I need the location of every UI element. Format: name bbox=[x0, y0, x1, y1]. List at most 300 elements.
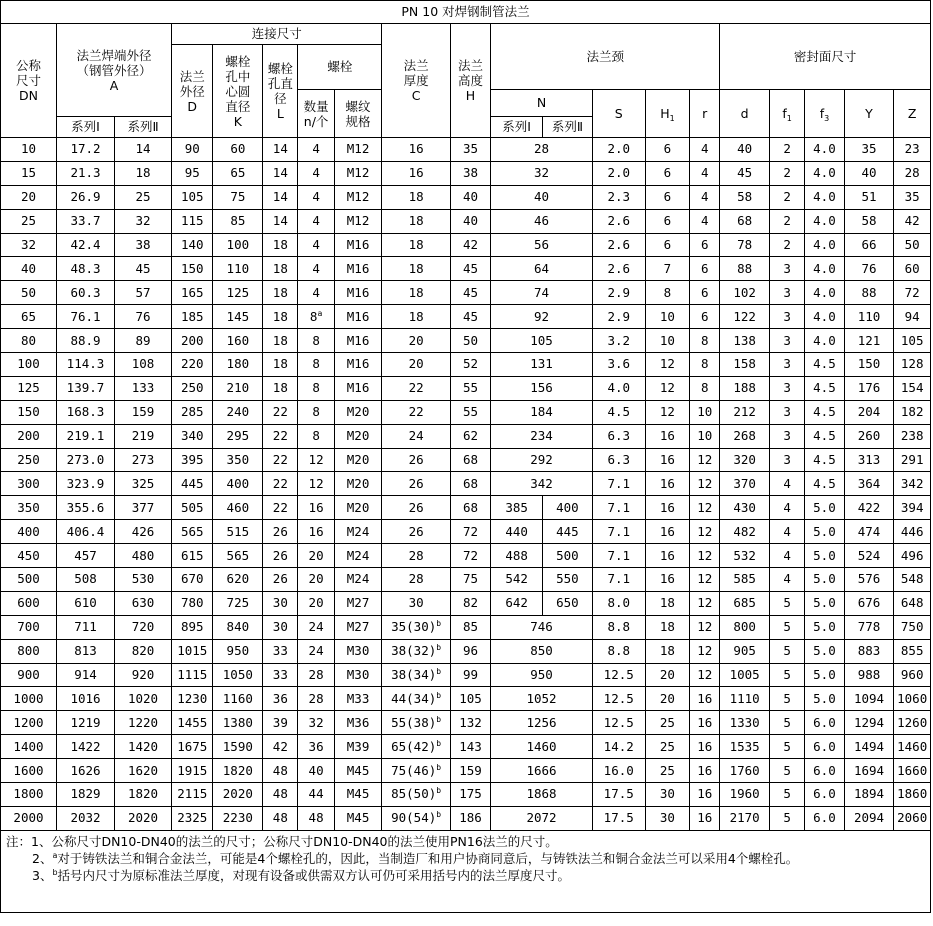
header-k: 螺栓 孔中 心圆 直径 K bbox=[213, 45, 263, 138]
header-qty: 数量 n/个 bbox=[298, 90, 334, 138]
cell-k: 840 bbox=[213, 615, 263, 639]
header-h1: $H_1$ bbox=[645, 90, 690, 138]
cell-a2: 45 bbox=[115, 257, 172, 281]
header-n-series1: 系列Ⅰ bbox=[491, 117, 543, 138]
cell-h: 186 bbox=[450, 806, 490, 830]
cell-d: 285 bbox=[172, 400, 213, 424]
cell-r: 16 bbox=[690, 735, 720, 759]
cell-a1: 508 bbox=[56, 568, 114, 592]
cell-z: 1860 bbox=[894, 783, 931, 807]
cell-f3: 6.0 bbox=[805, 783, 844, 807]
cell-n: 8 bbox=[298, 353, 334, 377]
cell-l: 48 bbox=[263, 783, 298, 807]
cell-dn: 400 bbox=[1, 520, 57, 544]
cell-r: 4 bbox=[690, 138, 720, 162]
cell-f3: 4.5 bbox=[805, 376, 844, 400]
cell-k: 125 bbox=[213, 281, 263, 305]
header-y: Y bbox=[844, 90, 894, 138]
cell-k: 2230 bbox=[213, 806, 263, 830]
cell-f1: 5 bbox=[770, 615, 805, 639]
cell-d: 250 bbox=[172, 376, 213, 400]
cell-d: 220 bbox=[172, 353, 213, 377]
cell-c: 26 bbox=[382, 448, 450, 472]
cell-n2: 500 bbox=[543, 544, 593, 568]
cell-f1: 5 bbox=[770, 759, 805, 783]
cell-s: 2.6 bbox=[592, 257, 645, 281]
note-1: 注：1、公称尺寸DN10-DN40的法兰的尺寸；公称尺寸DN10-DN40的法兰使用PN16法兰的尺寸。 bbox=[6, 833, 558, 849]
cell-n: 32 bbox=[491, 161, 593, 185]
cell-thread: M33 bbox=[334, 687, 382, 711]
cell-a1: 21.3 bbox=[56, 161, 114, 185]
cell-r: 12 bbox=[690, 472, 720, 496]
cell-a1: 406.4 bbox=[56, 520, 114, 544]
cell-f3: 5.0 bbox=[805, 496, 844, 520]
cell-y: 66 bbox=[844, 233, 894, 257]
cell-r: 6 bbox=[690, 233, 720, 257]
cell-h1: 12 bbox=[645, 353, 690, 377]
cell-d: 800 bbox=[720, 615, 770, 639]
cell-l: 14 bbox=[263, 185, 298, 209]
cell-d: 1005 bbox=[720, 663, 770, 687]
cell-dn: 40 bbox=[1, 257, 57, 281]
cell-a1: 76.1 bbox=[56, 305, 114, 329]
cell-k: 565 bbox=[213, 544, 263, 568]
cell-d: 115 bbox=[172, 209, 213, 233]
cell-k: 1380 bbox=[213, 711, 263, 735]
cell-n: 24 bbox=[298, 639, 334, 663]
cell-n1: 542 bbox=[491, 568, 543, 592]
cell-f1: 5 bbox=[770, 711, 805, 735]
cell-n: 48 bbox=[298, 806, 334, 830]
cell-h: 45 bbox=[450, 281, 490, 305]
header-h: 法兰 高度 H bbox=[450, 24, 490, 138]
cell-n: 28 bbox=[298, 687, 334, 711]
note-2: 2、$^a$对于铸铁法兰和铜合金法兰，可能是4个螺栓孔的，因此，当制造厂和用户协商同意后，与铸铁法兰和铜合金法兰可以采用4个螺栓孔。 bbox=[32, 850, 799, 866]
cell-f3: 4.0 bbox=[805, 209, 844, 233]
cell-a1: 2032 bbox=[56, 806, 114, 830]
cell-s: 14.2 bbox=[592, 735, 645, 759]
cell-d: 615 bbox=[172, 544, 213, 568]
cell-n: 156 bbox=[491, 376, 593, 400]
cell-n: 234 bbox=[491, 424, 593, 448]
cell-n: 28 bbox=[491, 138, 593, 162]
header-dn: 公称 尺寸 DN bbox=[1, 24, 57, 138]
cell-f3: 4.0 bbox=[805, 233, 844, 257]
cell-z: 28 bbox=[894, 161, 931, 185]
cell-h: 72 bbox=[450, 544, 490, 568]
table-row bbox=[1, 759, 931, 783]
cell-h: 143 bbox=[450, 735, 490, 759]
cell-f3: 5.0 bbox=[805, 520, 844, 544]
cell-d: 185 bbox=[172, 305, 213, 329]
cell-a2: 920 bbox=[115, 663, 172, 687]
cell-n1: 642 bbox=[491, 591, 543, 615]
cell-s: 17.5 bbox=[592, 806, 645, 830]
cell-c: 18 bbox=[382, 185, 450, 209]
cell-a2: 1620 bbox=[115, 759, 172, 783]
cell-f1: 4 bbox=[770, 520, 805, 544]
cell-thread: M45 bbox=[334, 806, 382, 830]
cell-thread: M20 bbox=[334, 400, 382, 424]
cell-y: 524 bbox=[844, 544, 894, 568]
table-row bbox=[1, 639, 931, 663]
cell-a1: 42.4 bbox=[56, 233, 114, 257]
cell-d: 2325 bbox=[172, 806, 213, 830]
cell-c: $90(54)^b$ bbox=[382, 806, 450, 830]
cell-h1: 16 bbox=[645, 424, 690, 448]
cell-h1: 16 bbox=[645, 496, 690, 520]
cell-h1: 6 bbox=[645, 161, 690, 185]
cell-d: 150 bbox=[172, 257, 213, 281]
cell-n2: 445 bbox=[543, 520, 593, 544]
cell-s: 4.5 bbox=[592, 400, 645, 424]
cell-f1: 3 bbox=[770, 353, 805, 377]
cell-f3: 6.0 bbox=[805, 759, 844, 783]
cell-n: 20 bbox=[298, 568, 334, 592]
cell-s: 2.0 bbox=[592, 138, 645, 162]
cell-thread: M24 bbox=[334, 568, 382, 592]
cell-n: 4 bbox=[298, 161, 334, 185]
cell-h: 40 bbox=[450, 209, 490, 233]
cell-s: 2.6 bbox=[592, 209, 645, 233]
cell-c: 16 bbox=[382, 161, 450, 185]
cell-c: 30 bbox=[382, 591, 450, 615]
cell-h: 52 bbox=[450, 353, 490, 377]
cell-a1: 33.7 bbox=[56, 209, 114, 233]
cell-z: 182 bbox=[894, 400, 931, 424]
cell-n: 44 bbox=[298, 783, 334, 807]
cell-n1: 488 bbox=[491, 544, 543, 568]
cell-dn: 800 bbox=[1, 639, 57, 663]
cell-n: 4 bbox=[298, 185, 334, 209]
cell-r: 12 bbox=[690, 663, 720, 687]
cell-s: 6.3 bbox=[592, 424, 645, 448]
table-row bbox=[1, 305, 931, 329]
cell-r: 12 bbox=[690, 520, 720, 544]
cell-thread: M39 bbox=[334, 735, 382, 759]
cell-h: 62 bbox=[450, 424, 490, 448]
cell-l: 18 bbox=[263, 376, 298, 400]
cell-c: 28 bbox=[382, 568, 450, 592]
cell-r: 12 bbox=[690, 639, 720, 663]
cell-s: 7.1 bbox=[592, 568, 645, 592]
cell-f1: 3 bbox=[770, 448, 805, 472]
cell-r: 4 bbox=[690, 209, 720, 233]
cell-f3: 6.0 bbox=[805, 806, 844, 830]
cell-l: 30 bbox=[263, 591, 298, 615]
cell-thread: M45 bbox=[334, 783, 382, 807]
cell-f1: 3 bbox=[770, 305, 805, 329]
cell-h: 45 bbox=[450, 305, 490, 329]
table-row bbox=[1, 615, 931, 639]
cell-z: 1660 bbox=[894, 759, 931, 783]
cell-k: 100 bbox=[213, 233, 263, 257]
cell-d: 1330 bbox=[720, 711, 770, 735]
cell-a1: 273.0 bbox=[56, 448, 114, 472]
header-f1: $f_1$ bbox=[770, 90, 805, 138]
cell-d: 1115 bbox=[172, 663, 213, 687]
cell-r: 12 bbox=[690, 448, 720, 472]
cell-n: 8 bbox=[298, 329, 334, 353]
cell-z: 496 bbox=[894, 544, 931, 568]
cell-z: 446 bbox=[894, 520, 931, 544]
cell-d: 780 bbox=[172, 591, 213, 615]
cell-c: 20 bbox=[382, 329, 450, 353]
cell-s: 2.3 bbox=[592, 185, 645, 209]
cell-f3: 6.0 bbox=[805, 711, 844, 735]
cell-y: 260 bbox=[844, 424, 894, 448]
cell-d: 140 bbox=[172, 233, 213, 257]
cell-z: 1460 bbox=[894, 735, 931, 759]
cell-f3: 4.5 bbox=[805, 353, 844, 377]
cell-z: 855 bbox=[894, 639, 931, 663]
cell-c: 18 bbox=[382, 257, 450, 281]
cell-c: 18 bbox=[382, 281, 450, 305]
cell-f3: 4.5 bbox=[805, 472, 844, 496]
cell-d: 565 bbox=[172, 520, 213, 544]
cell-f1: 4 bbox=[770, 568, 805, 592]
cell-f3: 4.0 bbox=[805, 329, 844, 353]
cell-d: 58 bbox=[720, 185, 770, 209]
cell-n2: 650 bbox=[543, 591, 593, 615]
cell-a1: 168.3 bbox=[56, 400, 114, 424]
cell-d: 45 bbox=[720, 161, 770, 185]
cell-l: 14 bbox=[263, 161, 298, 185]
cell-n: 1666 bbox=[491, 759, 593, 783]
cell-l: 18 bbox=[263, 233, 298, 257]
header-s: S bbox=[592, 90, 645, 138]
cell-s: 4.0 bbox=[592, 376, 645, 400]
cell-h1: 6 bbox=[645, 209, 690, 233]
cell-thread: M16 bbox=[334, 305, 382, 329]
cell-r: 4 bbox=[690, 185, 720, 209]
cell-r: 12 bbox=[690, 591, 720, 615]
cell-dn: 32 bbox=[1, 233, 57, 257]
header-thread: 螺纹 规格 bbox=[334, 90, 382, 138]
cell-h: 85 bbox=[450, 615, 490, 639]
cell-d: 268 bbox=[720, 424, 770, 448]
cell-c: $55(38)^b$ bbox=[382, 711, 450, 735]
cell-c: 22 bbox=[382, 376, 450, 400]
cell-n: 40 bbox=[298, 759, 334, 783]
cell-n: 46 bbox=[491, 209, 593, 233]
header-r: r bbox=[690, 90, 720, 138]
cell-y: 364 bbox=[844, 472, 894, 496]
cell-f1: 5 bbox=[770, 735, 805, 759]
cell-y: 1294 bbox=[844, 711, 894, 735]
cell-dn: 600 bbox=[1, 591, 57, 615]
cell-thread: M12 bbox=[334, 209, 382, 233]
cell-c: 28 bbox=[382, 544, 450, 568]
cell-f3: 6.0 bbox=[805, 735, 844, 759]
cell-k: 1050 bbox=[213, 663, 263, 687]
cell-d: 685 bbox=[720, 591, 770, 615]
cell-k: 145 bbox=[213, 305, 263, 329]
cell-d: 532 bbox=[720, 544, 770, 568]
cell-c: $75(46)^b$ bbox=[382, 759, 450, 783]
cell-h1: 10 bbox=[645, 305, 690, 329]
cell-d: 1915 bbox=[172, 759, 213, 783]
cell-s: 3.6 bbox=[592, 353, 645, 377]
cell-d: 505 bbox=[172, 496, 213, 520]
cell-r: 10 bbox=[690, 424, 720, 448]
cell-d: 1230 bbox=[172, 687, 213, 711]
cell-f1: 5 bbox=[770, 783, 805, 807]
cell-n: 1868 bbox=[491, 783, 593, 807]
table-row bbox=[1, 376, 931, 400]
cell-thread: M30 bbox=[334, 639, 382, 663]
cell-l: 26 bbox=[263, 544, 298, 568]
cell-h: 45 bbox=[450, 257, 490, 281]
cell-a2: 76 bbox=[115, 305, 172, 329]
header-neck: 法兰颈 bbox=[491, 24, 720, 90]
cell-y: 51 bbox=[844, 185, 894, 209]
cell-h1: 6 bbox=[645, 138, 690, 162]
table-row bbox=[1, 735, 931, 759]
cell-l: 48 bbox=[263, 806, 298, 830]
header-a-series2: 系列Ⅱ bbox=[115, 117, 172, 138]
cell-a1: 1016 bbox=[56, 687, 114, 711]
cell-a1: 60.3 bbox=[56, 281, 114, 305]
cell-l: 18 bbox=[263, 329, 298, 353]
cell-f1: 3 bbox=[770, 329, 805, 353]
cell-h1: 16 bbox=[645, 448, 690, 472]
table-row bbox=[1, 472, 931, 496]
cell-n: 184 bbox=[491, 400, 593, 424]
cell-thread: M27 bbox=[334, 591, 382, 615]
table-row bbox=[1, 448, 931, 472]
cell-a2: 57 bbox=[115, 281, 172, 305]
cell-z: 394 bbox=[894, 496, 931, 520]
header-seal-d: d bbox=[720, 90, 770, 138]
cell-d: 68 bbox=[720, 209, 770, 233]
cell-d: 585 bbox=[720, 568, 770, 592]
cell-n: 4 bbox=[298, 233, 334, 257]
footnote-mark: b bbox=[436, 714, 442, 724]
cell-k: 350 bbox=[213, 448, 263, 472]
cell-f3: 4.5 bbox=[805, 448, 844, 472]
cell-d: 1110 bbox=[720, 687, 770, 711]
cell-c: 18 bbox=[382, 305, 450, 329]
footnote-mark: b bbox=[436, 619, 442, 629]
cell-h: 42 bbox=[450, 233, 490, 257]
cell-f1: 4 bbox=[770, 472, 805, 496]
cell-h1: 12 bbox=[645, 376, 690, 400]
cell-k: 515 bbox=[213, 520, 263, 544]
cell-d: 895 bbox=[172, 615, 213, 639]
cell-c: $44(34)^b$ bbox=[382, 687, 450, 711]
cell-f1: 2 bbox=[770, 138, 805, 162]
cell-y: 1894 bbox=[844, 783, 894, 807]
cell-dn: 450 bbox=[1, 544, 57, 568]
cell-a2: 1220 bbox=[115, 711, 172, 735]
cell-f1: 3 bbox=[770, 257, 805, 281]
cell-dn: 15 bbox=[1, 161, 57, 185]
cell-s: 7.1 bbox=[592, 520, 645, 544]
cell-d: 2170 bbox=[720, 806, 770, 830]
cell-z: 238 bbox=[894, 424, 931, 448]
cell-f3: 5.0 bbox=[805, 591, 844, 615]
cell-h: 68 bbox=[450, 496, 490, 520]
cell-thread: M16 bbox=[334, 329, 382, 353]
table-row bbox=[1, 233, 931, 257]
cell-r: 16 bbox=[690, 806, 720, 830]
cell-n: 16 bbox=[298, 496, 334, 520]
cell-a1: 1829 bbox=[56, 783, 114, 807]
cell-h1: 18 bbox=[645, 639, 690, 663]
cell-h1: 25 bbox=[645, 711, 690, 735]
cell-d: 1535 bbox=[720, 735, 770, 759]
cell-z: 35 bbox=[894, 185, 931, 209]
cell-n: 1256 bbox=[491, 711, 593, 735]
cell-s: 8.8 bbox=[592, 615, 645, 639]
cell-k: 85 bbox=[213, 209, 263, 233]
cell-s: 7.1 bbox=[592, 544, 645, 568]
cell-f1: 5 bbox=[770, 687, 805, 711]
cell-dn: 1400 bbox=[1, 735, 57, 759]
cell-l: 26 bbox=[263, 568, 298, 592]
cell-dn: 100 bbox=[1, 353, 57, 377]
header-n: N bbox=[491, 90, 593, 117]
cell-dn: 2000 bbox=[1, 806, 57, 830]
cell-d: 90 bbox=[172, 138, 213, 162]
cell-r: 8 bbox=[690, 329, 720, 353]
cell-n: 342 bbox=[491, 472, 593, 496]
cell-s: 12.5 bbox=[592, 663, 645, 687]
cell-f1: 2 bbox=[770, 209, 805, 233]
cell-c: 26 bbox=[382, 496, 450, 520]
cell-c: 26 bbox=[382, 472, 450, 496]
cell-d: 370 bbox=[720, 472, 770, 496]
cell-z: 342 bbox=[894, 472, 931, 496]
table-title: PN 10 对焊钢制管法兰 bbox=[1, 1, 931, 24]
cell-c: 18 bbox=[382, 233, 450, 257]
cell-dn: 1200 bbox=[1, 711, 57, 735]
cell-k: 60 bbox=[213, 138, 263, 162]
cell-n: 292 bbox=[491, 448, 593, 472]
cell-h: 68 bbox=[450, 472, 490, 496]
cell-l: 18 bbox=[263, 257, 298, 281]
cell-y: 204 bbox=[844, 400, 894, 424]
cell-f3: 5.0 bbox=[805, 544, 844, 568]
notes bbox=[0, 831, 931, 913]
cell-f3: 4.5 bbox=[805, 400, 844, 424]
cell-h1: 6 bbox=[645, 185, 690, 209]
cell-h: 50 bbox=[450, 329, 490, 353]
cell-z: 648 bbox=[894, 591, 931, 615]
cell-n: 56 bbox=[491, 233, 593, 257]
cell-y: 35 bbox=[844, 138, 894, 162]
cell-y: 40 bbox=[844, 161, 894, 185]
cell-k: 725 bbox=[213, 591, 263, 615]
cell-h: 159 bbox=[450, 759, 490, 783]
cell-a2: 1020 bbox=[115, 687, 172, 711]
table-row bbox=[1, 591, 931, 615]
cell-z: 548 bbox=[894, 568, 931, 592]
cell-d: 40 bbox=[720, 138, 770, 162]
header-f3: $f_3$ bbox=[805, 90, 844, 138]
cell-y: 676 bbox=[844, 591, 894, 615]
cell-f1: 2 bbox=[770, 185, 805, 209]
cell-thread: M20 bbox=[334, 472, 382, 496]
cell-h: 75 bbox=[450, 568, 490, 592]
table-row bbox=[1, 496, 931, 520]
cell-c: $38(34)^b$ bbox=[382, 663, 450, 687]
header-a: 法兰焊端外径 （钢管外径） A bbox=[56, 24, 171, 117]
cell-dn: 125 bbox=[1, 376, 57, 400]
cell-l: 18 bbox=[263, 281, 298, 305]
cell-thread: M16 bbox=[334, 353, 382, 377]
